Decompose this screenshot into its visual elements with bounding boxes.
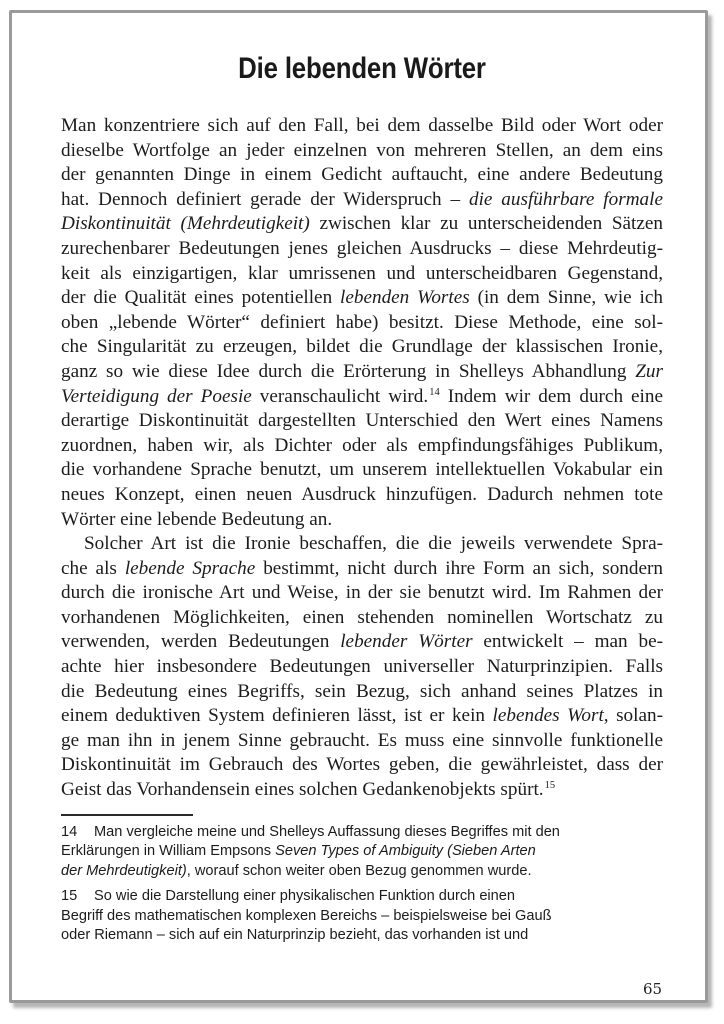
text-run: Man vergleiche meine und Shelleys Auffassung dieses Begriffes mit den bbox=[94, 824, 560, 840]
text-line bbox=[61, 680, 663, 705]
text-run: bestimmt, nicht durch ihre Form an sich, sondern bbox=[255, 557, 663, 579]
text-run: (in dem Sinne, wie ich bbox=[469, 287, 663, 309]
text-line bbox=[61, 778, 663, 803]
page-number: 65 bbox=[643, 980, 663, 998]
text-run: durch die ironische Art und Weise, in der sie benutzt wird. Im Rahmen der bbox=[61, 582, 663, 604]
text-run: Solcher Art ist die Ironie beschaffen, die die jeweils verwendete Spra- bbox=[84, 533, 663, 555]
text-line bbox=[61, 262, 663, 287]
text-line bbox=[61, 532, 663, 557]
text-run: der genannten Dinge in einem Gedicht auftaucht, eine andere Bedeutung bbox=[61, 164, 663, 186]
text-run: keit als einzigartigen, klar umrissenen und unterscheidbaren Gegenstand, bbox=[61, 262, 663, 284]
text-line bbox=[61, 311, 663, 336]
footnote bbox=[61, 887, 661, 945]
text-run: , worauf schon weiter oben Bezug genommen wurde. bbox=[186, 862, 532, 879]
text-run: der die Qualität eines potentiellen bbox=[61, 287, 341, 309]
text-run: veranschaulicht wird. bbox=[251, 385, 429, 407]
italic-text: Zur bbox=[635, 360, 663, 382]
text-line bbox=[61, 606, 663, 631]
text-run: Indem wir dem durch eine bbox=[439, 385, 663, 407]
footnote-line bbox=[61, 823, 661, 842]
italic-text: die ausführbare formale bbox=[468, 188, 663, 210]
italic-text: Seven Types of Ambiguity (Sieben Arten bbox=[275, 843, 536, 860]
text-run: achte hier insbesondere Bedeutungen universeller Naturprinzipien. Falls bbox=[61, 656, 663, 678]
text-line bbox=[61, 163, 663, 188]
italic-text: Verteidigung der Poesie bbox=[61, 385, 252, 407]
text-line bbox=[61, 212, 663, 237]
text-run: zwischen klar zu unterscheidenden Sätzen bbox=[309, 213, 664, 235]
footnote-line bbox=[61, 887, 661, 906]
text-run: oder Riemann – sich auf ein Naturprinzip bezieht, das vorhanden ist und bbox=[61, 927, 529, 944]
text-run: zuordnen, haben wir, als Dichter oder als empfindungsfähiges Publikum, bbox=[61, 434, 663, 456]
text-line bbox=[61, 360, 663, 385]
paragraph bbox=[61, 114, 663, 532]
italic-text: lebenden Wortes bbox=[340, 287, 470, 309]
body-text bbox=[61, 114, 663, 803]
text-line bbox=[61, 286, 663, 311]
italic-text: lebender Wörter bbox=[340, 631, 473, 653]
text-run: Diskontinuität im Gebrauch des Wortes geben, die gewährleistet, dass der bbox=[61, 754, 663, 776]
text-line bbox=[61, 557, 663, 582]
text-run: Begriff des mathematischen komplexen Bereichs – beispielsweise bei Gauß bbox=[61, 907, 552, 924]
text-run: Wörter eine lebende Bedeutung an. bbox=[61, 508, 333, 530]
text-line bbox=[61, 483, 663, 508]
text-run: hat. Dennoch definiert gerade der Widerspruch – bbox=[61, 188, 469, 210]
text-line bbox=[61, 434, 663, 459]
footnote-number: 14 bbox=[61, 824, 78, 840]
footnote-separator-rule bbox=[61, 814, 193, 816]
text-run: che Singularität zu erzeugen, bildet die Grundlage der klassischen Ironie, bbox=[61, 336, 663, 358]
text-run: ge man ihn in jenem Sinne gebraucht. Es muss eine sinnvolle funktionelle bbox=[61, 729, 663, 751]
text-run: verwenden, werden Bedeutungen bbox=[61, 631, 341, 653]
text-line bbox=[61, 139, 663, 164]
text-line bbox=[61, 335, 663, 360]
footnote-reference[interactable]: 14 bbox=[429, 386, 440, 398]
italic-text: Diskontinuität (Mehrdeutigkeit) bbox=[61, 213, 310, 235]
text-line bbox=[61, 630, 663, 655]
footnote-line bbox=[61, 862, 661, 881]
text-run: neues Konzept, einen neuen Ausdruck hinzufügen. Dadurch nehmen tote bbox=[61, 483, 663, 505]
text-line bbox=[61, 114, 663, 139]
footnote-line bbox=[61, 907, 661, 926]
italic-text: lebendes Wort bbox=[492, 705, 604, 727]
text-run: die Bedeutung eines Begriffs, sein Bezug, sich anhand seines Platzes in bbox=[61, 680, 663, 702]
text-line bbox=[61, 655, 663, 680]
text-line bbox=[61, 753, 663, 778]
italic-text: der Mehrdeutigkeit) bbox=[61, 862, 187, 879]
text-run: die vorhandene Sprache benutzt, um unserem intellektuellen Vokabular ein bbox=[61, 459, 663, 481]
text-run: entwickelt – man be- bbox=[472, 631, 663, 653]
text-run: dieselbe Wortfolge an jeder einzelnen von mehreren Stellen, an dem eins bbox=[61, 139, 663, 161]
footnotes bbox=[61, 823, 661, 951]
text-run: che als bbox=[61, 557, 125, 579]
italic-text: lebende Sprache bbox=[124, 557, 256, 579]
footnote-number: 15 bbox=[61, 888, 78, 905]
text-run: So wie die Darstellung einer physikalischen Funktion durch einen bbox=[94, 888, 516, 905]
text-run: Erklärungen in William Empsons bbox=[61, 843, 276, 860]
text-line bbox=[61, 508, 663, 533]
text-run: einem deduktiven System definieren lässt, ist er kein bbox=[61, 705, 493, 727]
text-line bbox=[61, 188, 663, 213]
footnote bbox=[61, 823, 661, 881]
footnote-reference[interactable]: 15 bbox=[544, 780, 556, 792]
footnote-line bbox=[61, 842, 661, 861]
text-line bbox=[61, 704, 663, 729]
paragraph bbox=[61, 532, 663, 803]
text-run: oben „lebende Wörter“ definiert habe) besitzt. Diese Methode, eine sol- bbox=[61, 311, 663, 333]
text-line bbox=[61, 729, 663, 754]
text-run: derartige Diskontinuität dargestellten Unterschied den Wert eines Namens bbox=[61, 410, 663, 432]
text-run: Geist das Vorhandensein eines solchen Gedankenobjekts spürt. bbox=[61, 779, 544, 801]
text-line bbox=[61, 581, 663, 606]
paragraphs bbox=[61, 114, 663, 803]
page-title: Die lebenden Wörter bbox=[238, 52, 486, 85]
text-line bbox=[61, 237, 663, 262]
text-run: zurechenbarer Bedeutungen jenes gleichen Ausdrucks – diese Mehrdeutig- bbox=[61, 237, 663, 259]
text-run: Man konzentriere sich auf den Fall, bei dem dasselbe Bild oder Wort oder bbox=[61, 115, 663, 136]
text-run: , solan- bbox=[603, 705, 663, 727]
footnote-line bbox=[61, 926, 661, 945]
text-line bbox=[61, 385, 663, 410]
text-line bbox=[61, 409, 663, 434]
text-line bbox=[61, 458, 663, 483]
text-run: vorhandenen Möglichkeiten, einen stehenden nominellen Wortschatz zu bbox=[61, 606, 663, 628]
text-run: ganz so wie diese Idee durch die Erörterung in Shelleys Abhandlung bbox=[61, 360, 636, 382]
